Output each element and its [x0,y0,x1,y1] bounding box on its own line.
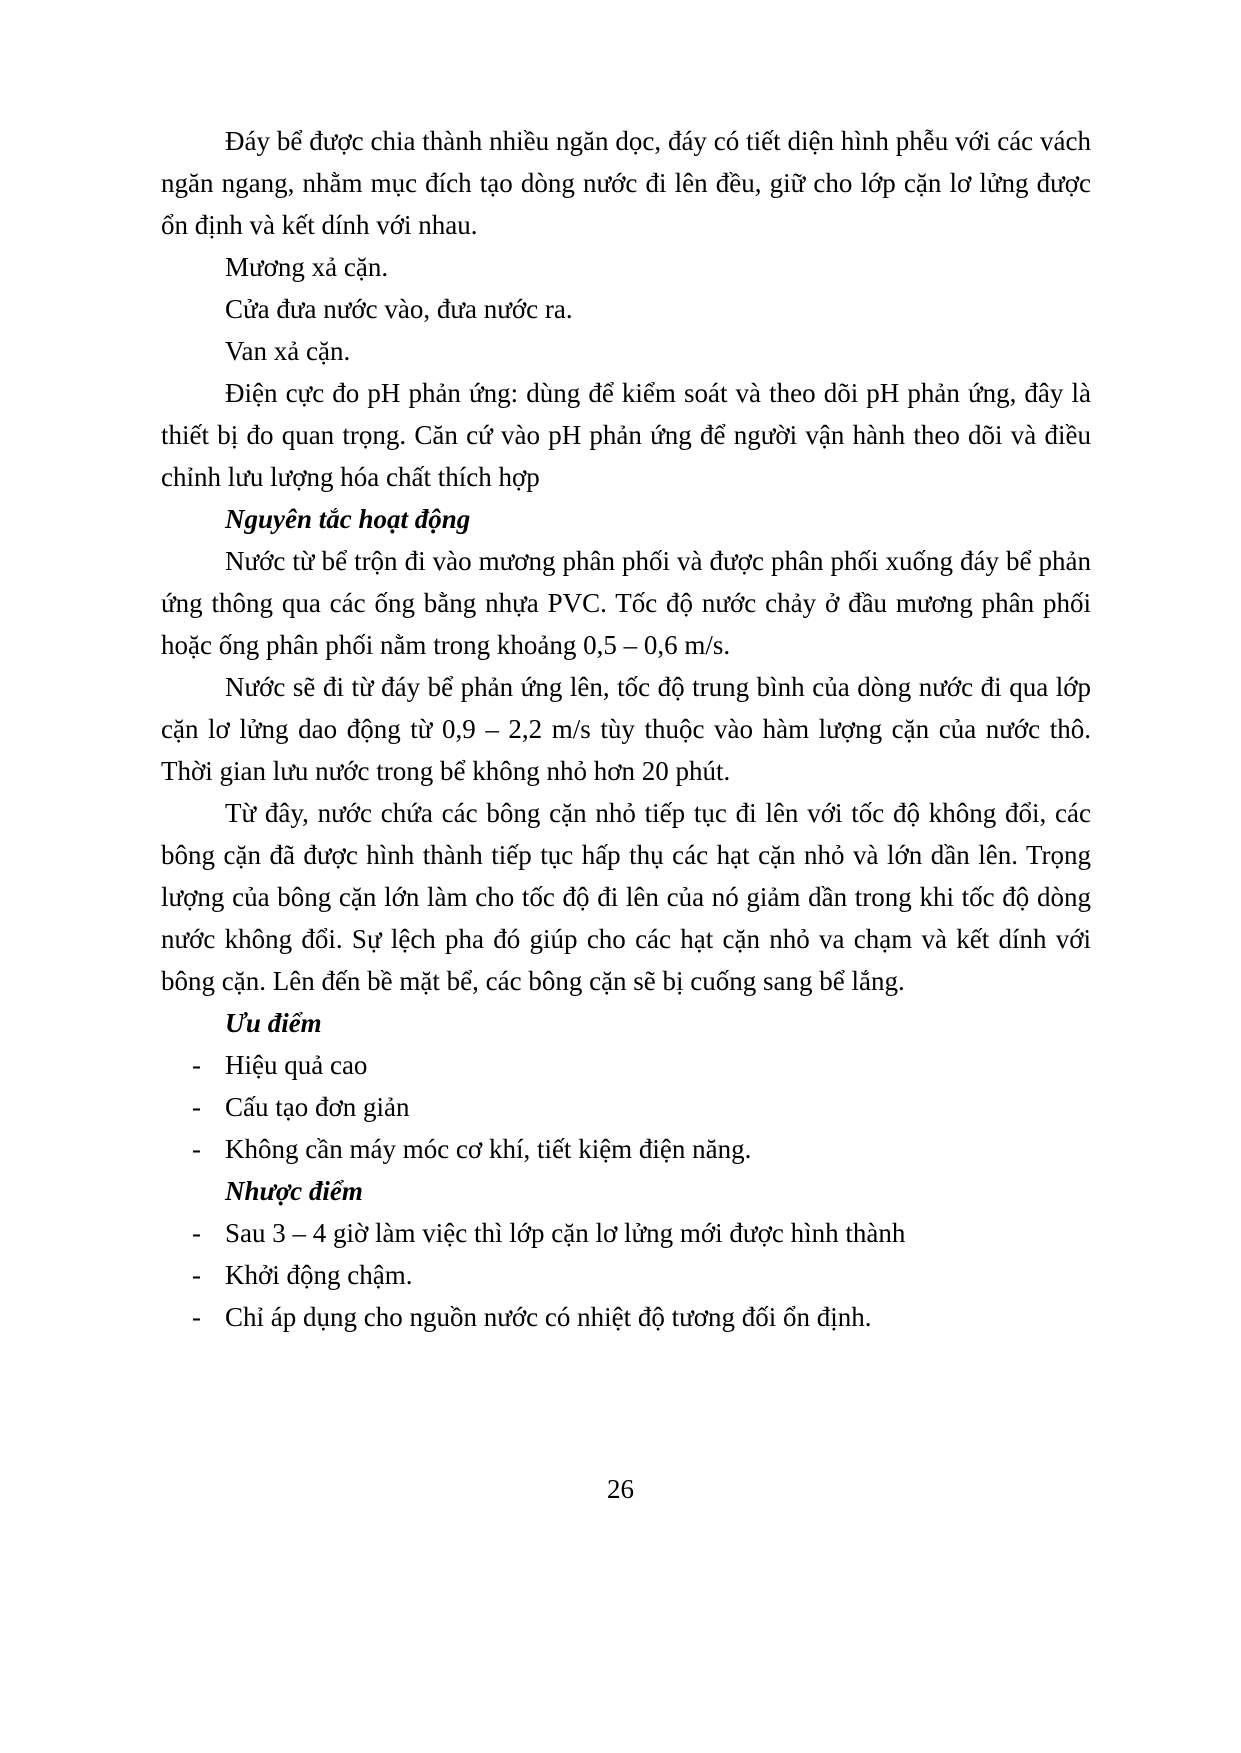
list-dash: - [192,1050,201,1080]
list-item-text: Khởi động chậm. [225,1260,413,1290]
list-dash: - [192,1218,201,1248]
list-item-text: Chỉ áp dụng cho nguồn nước có nhiệt độ tương đối ổn định. [225,1302,872,1332]
line-sludge-channel: Mương xả cặn. [225,252,389,282]
list-item-advantage-2 [161,1086,1091,1128]
list-item-text: Cấu tạo đơn giản [225,1092,410,1122]
line-water-gates: Cửa đưa nước vào, đưa nước ra. [225,294,573,324]
paragraph-upflow: Nước sẽ đi từ đáy bể phản ứng lên, tốc độ trung bình của dòng nước đi qua lớp cặn lơ lửng dao động từ 0,9 – 2,2 m/s tùy thuộc vào hàm lượng cặn của nước thô. Thời gian lưu nước trong bể không nhỏ hơn 20 phút. [161,672,1091,786]
page-number: 26 [607,1474,634,1504]
list-item-disadvantage-2 [161,1254,1091,1296]
heading-advantages: Ưu điểm [225,1008,322,1038]
list-dash: - [192,1134,201,1164]
list-dash: - [192,1260,201,1290]
list-item-advantage-3 [161,1128,1091,1170]
paragraph-tank-bottom: Đáy bể được chia thành nhiều ngăn dọc, đáy có tiết diện hình phễu với các vách ngăn ngang, nhằm mục đích tạo dòng nước đi lên đều, giữ cho lớp cặn lơ lửng được ổn định và kết dính với nhau. [161,126,1091,240]
list-item-text: Không cần máy móc cơ khí, tiết kiệm điện năng. [225,1134,752,1164]
heading-disadvantages: Nhược điểm [225,1176,363,1206]
list-item-advantage-1 [161,1044,1091,1086]
paragraph-floc-growth: Từ đây, nước chứa các bông cặn nhỏ tiếp tục đi lên với tốc độ không đổi, các bông cặn đã được hình thành tiếp tục hấp thụ các hạt cặn nhỏ và lớn dần lên. Trọng lượng của bông cặn lớn làm cho tốc độ đi lên của nó giảm dần trong khi tốc độ dòng nước không đổi. Sự lệch pha đó giúp cho các hạt cặn nhỏ va chạm và kết dính với bông cặn. Lên đến bề mặt bể, các bông cặn sẽ bị cuống sang bể lắng. [161,798,1091,996]
list-item-text: Hiệu quả cao [225,1050,368,1080]
list-dash: - [192,1302,201,1332]
list-item-disadvantage-3 [161,1296,1091,1338]
list-dash: - [192,1092,201,1122]
list-item-text: Sau 3 – 4 giờ làm việc thì lớp cặn lơ lửng mới được hình thành [225,1218,906,1248]
paragraph-distribution: Nước từ bể trộn đi vào mương phân phối và được phân phối xuống đáy bể phản ứng thông qua các ống bằng nhựa PVC. Tốc độ nước chảy ở đầu mương phân phối hoặc ống phân phối nằm trong khoảng 0,5 – 0,6 m/s. [161,546,1091,660]
document-body [161,120,1091,1338]
line-sludge-valve: Van xả cặn. [225,336,351,366]
heading-operating-principle: Nguyên tắc hoạt động [225,504,471,534]
list-item-disadvantage-1 [161,1212,1091,1254]
paragraph-ph-electrode: Điện cực đo pH phản ứng: dùng để kiểm soát và theo dõi pH phản ứng, đây là thiết bị đo quan trọng. Căn cứ vào pH phản ứng để người vận hành theo dõi và điều chỉnh lưu lượng hóa chất thích hợp [161,378,1091,492]
